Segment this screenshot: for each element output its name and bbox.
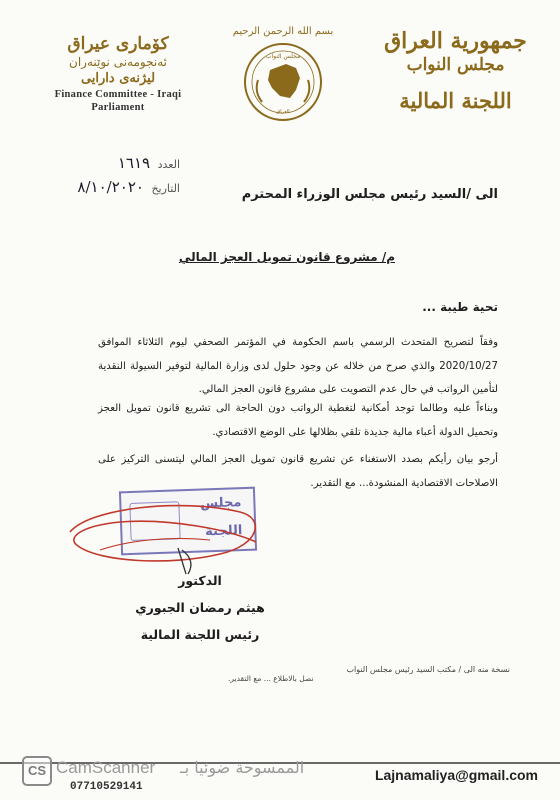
reference-block (30, 152, 180, 200)
english-parliament: Parliament (91, 102, 145, 113)
camscanner-arabic-watermark: الممسوحة ضوئيا بـ (180, 758, 305, 777)
kurdish-parliament: ئەنجومەنى نوێنەران (69, 55, 167, 69)
number-row (30, 152, 180, 176)
date-row (30, 176, 180, 200)
signer-title: الدكتور (178, 573, 222, 588)
country-name: جمهورية العراق (384, 28, 527, 54)
signer-position: رئيس اللجنة المالية (140, 627, 260, 642)
number-value: ١٦١٩ (117, 154, 151, 172)
english-committee: Finance Committee - Iraqi (54, 89, 182, 100)
recipient: الى /السيد رئيس مجلس الوزراء المحترم (241, 187, 498, 202)
number-label: العدد (157, 158, 180, 171)
emblem-top-text: مجلس النواب (265, 53, 301, 60)
letterhead-arabic (373, 28, 538, 116)
paragraph-1: وفقاً لتصريح المتحدث الرسمي باسم الحكومة في المؤتمر الصحفي ليوم الثلاثاء الموافق 2020/10/27 والذي صرح من خلاله عن وجود حلول لدى وزارة المالية لتوفير السيولة النقدية لتأمين الرواتب في حال عدم التصويت على مشروع قانون العجز المالي. (98, 337, 498, 395)
emblem (228, 26, 338, 126)
paragraph-2: وبناءاً عليه وطالما توجد أمكانية لتغطية الرواتب دون الحاجة الى تشريع قانون تمويل العجز وتحميل الدولة أعباء مالية جديدة تلقي بظلالها على الوضع الاقتصادي. (98, 403, 498, 438)
parliament-name: مجلس النواب (406, 55, 505, 75)
kurdish-country: كۆمارى عيراق (67, 34, 169, 54)
committee-name: اللجنة المالية (399, 88, 512, 113)
camscanner-watermark: CamScanner (56, 758, 156, 777)
date-value: ٨/١٠/٢٠٢٠ (77, 178, 144, 196)
date-label: التاريخ (151, 182, 180, 195)
copy-note: نسخة منه الى / مكتب السيد رئيس مجلس النواب (346, 665, 510, 674)
emblem-bottom-text: العراق (276, 109, 290, 115)
basmala: بسم الله الرحمن الرحيم (232, 26, 334, 37)
paragraph-3: أرجو بيان رأيكم بصدد الاستغناء عن تشريع قانون تمويل العجز المالي ليتسنى التركيز على الاصلاحات الاقتصادية المنشودة... مع التقدير. (98, 454, 498, 489)
stamp-line-1: مجلس (200, 495, 242, 512)
kurdish-committee: ليژنەى دارايى (80, 71, 156, 86)
camscanner-logo-icon: CS (22, 756, 52, 786)
subject: م/ مشروع قانون تمويل العجز المالي (178, 250, 395, 264)
greeting: تحية طيبة ... (422, 300, 498, 314)
signer-name: هيثم رمضان الجبوري (135, 600, 265, 615)
signature-block (120, 567, 280, 648)
letterhead-kurdish-english (38, 34, 198, 114)
footer-phone: 07710529141 (70, 781, 143, 793)
footer-email: Lajnamaliya@gmail.com (374, 767, 538, 783)
iraq-map-emblem-icon (240, 40, 326, 124)
copy-ack: نصل بالاطلاع ... مع التقدير. (228, 674, 314, 683)
stamp-line-2: اللجنة (204, 523, 243, 540)
